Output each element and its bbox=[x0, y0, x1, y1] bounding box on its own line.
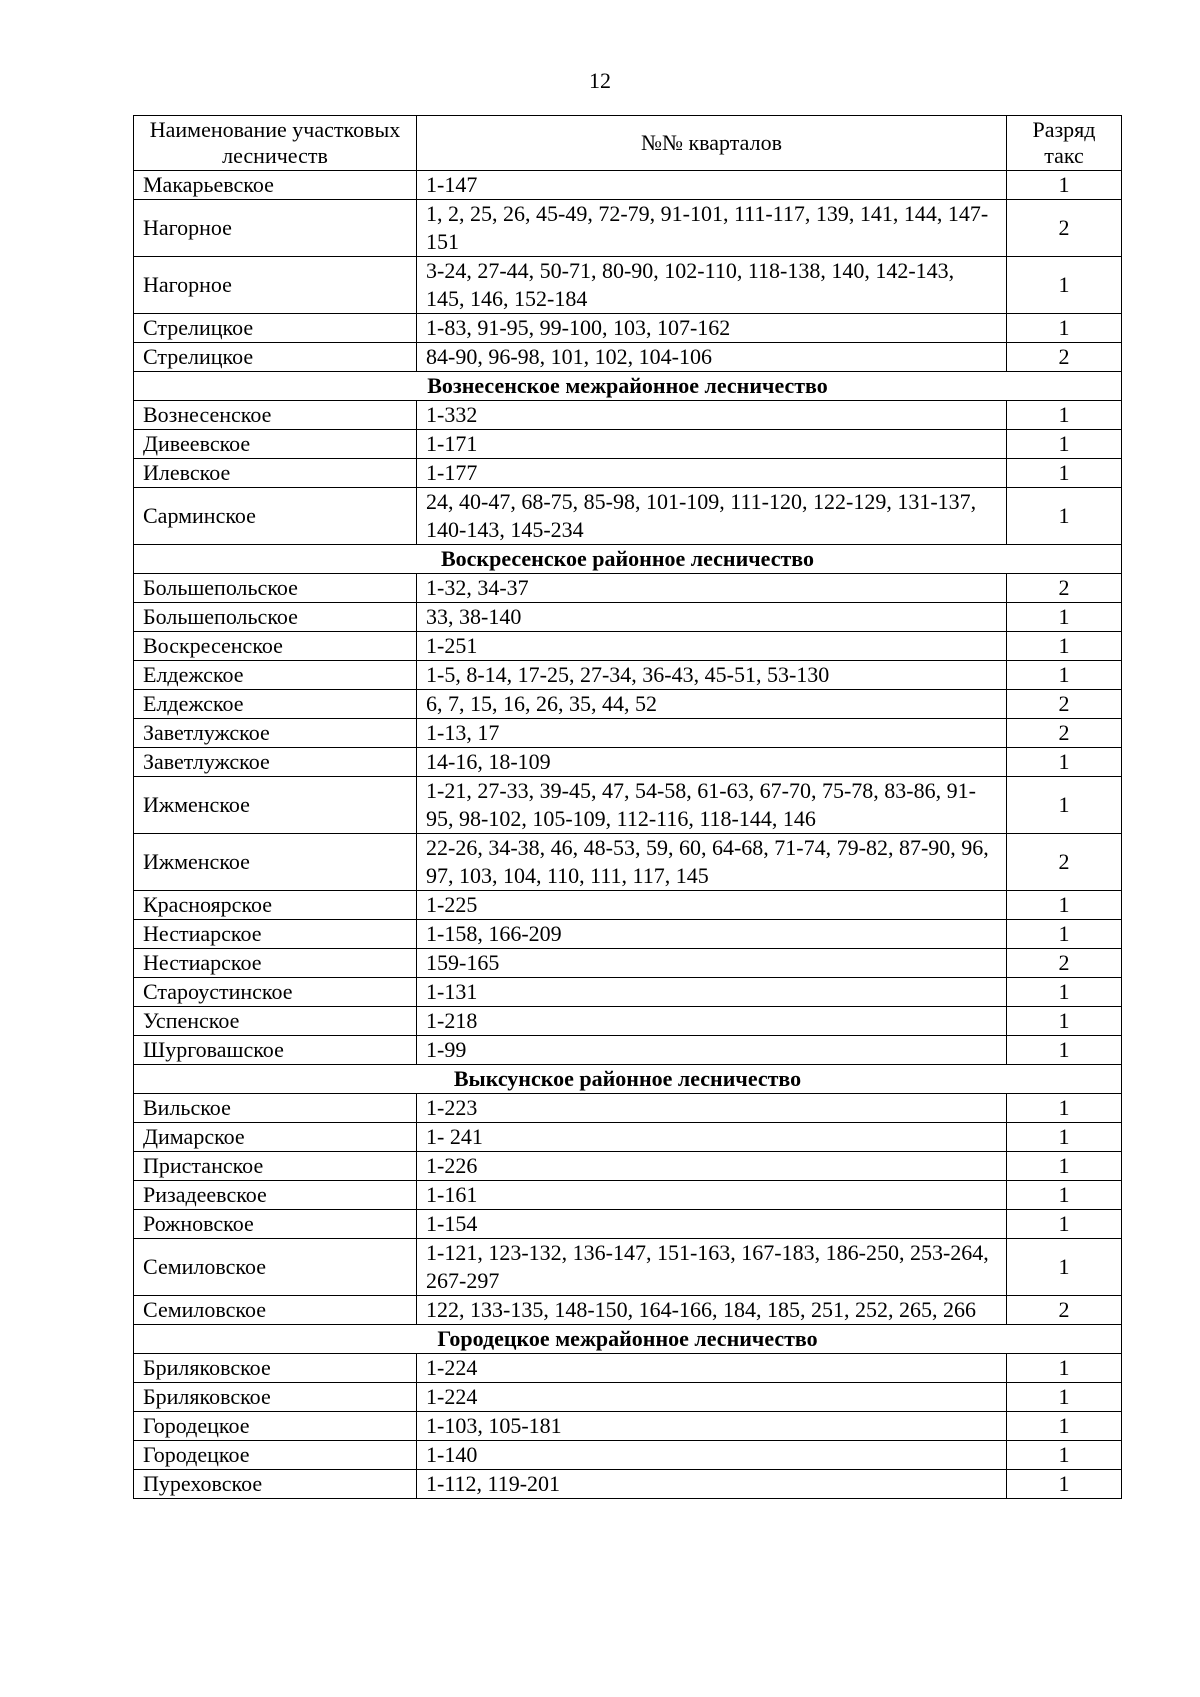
rate-rank-cell: 1 bbox=[1007, 920, 1122, 949]
forestry-name-cell: Шурговашское bbox=[134, 1036, 417, 1065]
rate-rank-cell: 1 bbox=[1007, 1007, 1122, 1036]
forestry-name-cell: Семиловское bbox=[134, 1239, 417, 1296]
quarters-cell: 1-223 bbox=[417, 1094, 1007, 1123]
forestry-name-cell: Ижменское bbox=[134, 834, 417, 891]
quarters-cell: 1-83, 91-95, 99-100, 103, 107-162 bbox=[417, 314, 1007, 343]
rate-rank-cell: 1 bbox=[1007, 1181, 1122, 1210]
table-row bbox=[134, 171, 1122, 200]
forestry-name-cell: Ризадеевское bbox=[134, 1181, 417, 1210]
table-row bbox=[134, 1123, 1122, 1152]
table-row bbox=[134, 1470, 1122, 1499]
forestry-name-cell: Нагорное bbox=[134, 200, 417, 257]
section-title: Выксунское районное лесничество bbox=[134, 1065, 1122, 1094]
quarters-cell: 1-224 bbox=[417, 1383, 1007, 1412]
rate-rank-cell: 1 bbox=[1007, 1094, 1122, 1123]
table-row bbox=[134, 1152, 1122, 1181]
forestry-name-cell: Нестиарское bbox=[134, 949, 417, 978]
rate-rank-cell: 1 bbox=[1007, 401, 1122, 430]
quarters-cell: 122, 133-135, 148-150, 164-166, 184, 185, 251, 252, 265, 266 bbox=[417, 1296, 1007, 1325]
table-row bbox=[134, 690, 1122, 719]
table-row bbox=[134, 488, 1122, 545]
quarters-cell: 1-99 bbox=[417, 1036, 1007, 1065]
section-title: Вознесенское межрайонное лесничество bbox=[134, 372, 1122, 401]
table-row bbox=[134, 314, 1122, 343]
rate-rank-cell: 1 bbox=[1007, 891, 1122, 920]
section-header-row bbox=[134, 545, 1122, 574]
forestry-name-cell: Димарское bbox=[134, 1123, 417, 1152]
table-row bbox=[134, 777, 1122, 834]
rate-rank-cell: 1 bbox=[1007, 257, 1122, 314]
table-row bbox=[134, 978, 1122, 1007]
quarters-cell: 1-32, 34-37 bbox=[417, 574, 1007, 603]
header-rate-rank: Разряд такс bbox=[1007, 116, 1122, 171]
header-forestry-name: Наименование участковых лесничеств bbox=[134, 116, 417, 171]
table-row bbox=[134, 574, 1122, 603]
quarters-cell: 1-121, 123-132, 136-147, 151-163, 167-183, 186-250, 253-264, 267-297 bbox=[417, 1239, 1007, 1296]
rate-rank-cell: 1 bbox=[1007, 1441, 1122, 1470]
rate-rank-cell: 1 bbox=[1007, 1239, 1122, 1296]
forestry-name-cell: Красноярское bbox=[134, 891, 417, 920]
table-row bbox=[134, 603, 1122, 632]
quarters-cell: 1, 2, 25, 26, 45-49, 72-79, 91-101, 111-117, 139, 141, 144, 147-151 bbox=[417, 200, 1007, 257]
table-row bbox=[134, 834, 1122, 891]
quarters-cell: 1-13, 17 bbox=[417, 719, 1007, 748]
rate-rank-cell: 1 bbox=[1007, 1210, 1122, 1239]
quarters-cell: 1-154 bbox=[417, 1210, 1007, 1239]
table-row bbox=[134, 949, 1122, 978]
rate-rank-cell: 2 bbox=[1007, 200, 1122, 257]
rate-rank-cell: 2 bbox=[1007, 1296, 1122, 1325]
rate-rank-cell: 1 bbox=[1007, 632, 1122, 661]
forestry-name-cell: Стрелицкое bbox=[134, 314, 417, 343]
table-row bbox=[134, 257, 1122, 314]
section-header-row bbox=[134, 372, 1122, 401]
forestry-name-cell: Елдежское bbox=[134, 690, 417, 719]
forestry-name-cell: Илевское bbox=[134, 459, 417, 488]
rate-rank-cell: 2 bbox=[1007, 719, 1122, 748]
forestry-name-cell: Городецкое bbox=[134, 1412, 417, 1441]
forestry-name-cell: Рожновское bbox=[134, 1210, 417, 1239]
table-row bbox=[134, 1296, 1122, 1325]
forestry-name-cell: Елдежское bbox=[134, 661, 417, 690]
quarters-cell: 1-177 bbox=[417, 459, 1007, 488]
forestry-name-cell: Заветлужское bbox=[134, 719, 417, 748]
quarters-cell: 1-131 bbox=[417, 978, 1007, 1007]
quarters-cell: 1-158, 166-209 bbox=[417, 920, 1007, 949]
table-row bbox=[134, 920, 1122, 949]
table-row bbox=[134, 719, 1122, 748]
table-row bbox=[134, 459, 1122, 488]
table-row bbox=[134, 1094, 1122, 1123]
rate-rank-cell: 1 bbox=[1007, 1354, 1122, 1383]
forestry-name-cell: Ижменское bbox=[134, 777, 417, 834]
quarters-cell: 14-16, 18-109 bbox=[417, 748, 1007, 777]
quarters-cell: 84-90, 96-98, 101, 102, 104-106 bbox=[417, 343, 1007, 372]
rate-rank-cell: 1 bbox=[1007, 748, 1122, 777]
table-row bbox=[134, 1441, 1122, 1470]
rate-rank-cell: 1 bbox=[1007, 488, 1122, 545]
quarters-cell: 1-140 bbox=[417, 1441, 1007, 1470]
forestry-name-cell: Большепольское bbox=[134, 603, 417, 632]
quarters-cell: 33, 38-140 bbox=[417, 603, 1007, 632]
forestry-name-cell: Дивеевское bbox=[134, 430, 417, 459]
forestry-name-cell: Бриляковское bbox=[134, 1383, 417, 1412]
quarters-cell: 159-165 bbox=[417, 949, 1007, 978]
table-row bbox=[134, 661, 1122, 690]
rate-rank-cell: 1 bbox=[1007, 1383, 1122, 1412]
table-row bbox=[134, 748, 1122, 777]
rate-rank-cell: 1 bbox=[1007, 978, 1122, 1007]
table-row bbox=[134, 1239, 1122, 1296]
quarters-cell: 1-147 bbox=[417, 171, 1007, 200]
forestry-name-cell: Нагорное bbox=[134, 257, 417, 314]
forestry-name-cell: Успенское bbox=[134, 1007, 417, 1036]
rate-rank-cell: 2 bbox=[1007, 343, 1122, 372]
quarters-cell: 1-226 bbox=[417, 1152, 1007, 1181]
header-quarters: №№ кварталов bbox=[417, 116, 1007, 171]
rate-rank-cell: 2 bbox=[1007, 949, 1122, 978]
forestry-name-cell: Бриляковское bbox=[134, 1354, 417, 1383]
forestry-name-cell: Заветлужское bbox=[134, 748, 417, 777]
rate-rank-cell: 1 bbox=[1007, 1412, 1122, 1441]
page-number: 12 bbox=[589, 68, 611, 93]
quarters-cell: 1-225 bbox=[417, 891, 1007, 920]
quarters-cell: 3-24, 27-44, 50-71, 80-90, 102-110, 118-138, 140, 142-143, 145, 146, 152-184 bbox=[417, 257, 1007, 314]
rate-rank-cell: 1 bbox=[1007, 661, 1122, 690]
quarters-cell: 1-218 bbox=[417, 1007, 1007, 1036]
quarters-cell: 1-161 bbox=[417, 1181, 1007, 1210]
rate-rank-cell: 2 bbox=[1007, 834, 1122, 891]
table-row bbox=[134, 343, 1122, 372]
rate-rank-cell: 1 bbox=[1007, 314, 1122, 343]
rate-rank-cell: 1 bbox=[1007, 777, 1122, 834]
quarters-cell: 1-103, 105-181 bbox=[417, 1412, 1007, 1441]
forestry-name-cell: Большепольское bbox=[134, 574, 417, 603]
table-row bbox=[134, 1383, 1122, 1412]
table-row bbox=[134, 1210, 1122, 1239]
quarters-cell: 1-112, 119-201 bbox=[417, 1470, 1007, 1499]
table-row bbox=[134, 401, 1122, 430]
table-header-row bbox=[134, 116, 1122, 171]
rate-rank-cell: 1 bbox=[1007, 1036, 1122, 1065]
forestry-name-cell: Воскресенское bbox=[134, 632, 417, 661]
rate-rank-cell: 1 bbox=[1007, 1470, 1122, 1499]
section-title: Городецкое межрайонное лесничество bbox=[134, 1325, 1122, 1354]
forestry-name-cell: Пуреховское bbox=[134, 1470, 417, 1499]
table-row bbox=[134, 891, 1122, 920]
forestry-name-cell: Староустинское bbox=[134, 978, 417, 1007]
quarters-cell: 1-171 bbox=[417, 430, 1007, 459]
rate-rank-cell: 1 bbox=[1007, 430, 1122, 459]
section-header-row bbox=[134, 1325, 1122, 1354]
rate-rank-cell: 1 bbox=[1007, 603, 1122, 632]
rate-rank-cell: 2 bbox=[1007, 574, 1122, 603]
rate-rank-cell: 1 bbox=[1007, 171, 1122, 200]
forestry-name-cell: Сарминское bbox=[134, 488, 417, 545]
quarters-cell: 1-5, 8-14, 17-25, 27-34, 36-43, 45-51, 53-130 bbox=[417, 661, 1007, 690]
section-title: Воскресенское районное лесничество bbox=[134, 545, 1122, 574]
table-body bbox=[134, 171, 1122, 1499]
quarters-cell: 1-251 bbox=[417, 632, 1007, 661]
forestry-name-cell: Вильское bbox=[134, 1094, 417, 1123]
quarters-cell: 24, 40-47, 68-75, 85-98, 101-109, 111-120, 122-129, 131-137, 140-143, 145-234 bbox=[417, 488, 1007, 545]
quarters-cell: 1- 241 bbox=[417, 1123, 1007, 1152]
table-row bbox=[134, 1007, 1122, 1036]
table-row bbox=[134, 1181, 1122, 1210]
table-row bbox=[134, 1036, 1122, 1065]
forestry-name-cell: Пристанское bbox=[134, 1152, 417, 1181]
rate-rank-cell: 1 bbox=[1007, 459, 1122, 488]
rate-rank-cell: 2 bbox=[1007, 690, 1122, 719]
forestry-name-cell: Макарьевское bbox=[134, 171, 417, 200]
table-row bbox=[134, 200, 1122, 257]
forestry-name-cell: Стрелицкое bbox=[134, 343, 417, 372]
table-row bbox=[134, 632, 1122, 661]
forestry-quarters-table bbox=[133, 115, 1122, 1499]
quarters-cell: 22-26, 34-38, 46, 48-53, 59, 60, 64-68, 71-74, 79-82, 87-90, 96, 97, 103, 104, 110, 111, 117, 145 bbox=[417, 834, 1007, 891]
forestry-name-cell: Городецкое bbox=[134, 1441, 417, 1470]
rate-rank-cell: 1 bbox=[1007, 1152, 1122, 1181]
quarters-cell: 1-332 bbox=[417, 401, 1007, 430]
quarters-cell: 6, 7, 15, 16, 26, 35, 44, 52 bbox=[417, 690, 1007, 719]
section-header-row bbox=[134, 1065, 1122, 1094]
table-row bbox=[134, 1412, 1122, 1441]
forestry-name-cell: Семиловское bbox=[134, 1296, 417, 1325]
forestry-name-cell: Нестиарское bbox=[134, 920, 417, 949]
forestry-name-cell: Вознесенское bbox=[134, 401, 417, 430]
table-row bbox=[134, 1354, 1122, 1383]
table-row bbox=[134, 430, 1122, 459]
quarters-cell: 1-21, 27-33, 39-45, 47, 54-58, 61-63, 67-70, 75-78, 83-86, 91-95, 98-102, 105-109, 112-116, 118-144, 146 bbox=[417, 777, 1007, 834]
quarters-cell: 1-224 bbox=[417, 1354, 1007, 1383]
rate-rank-cell: 1 bbox=[1007, 1123, 1122, 1152]
